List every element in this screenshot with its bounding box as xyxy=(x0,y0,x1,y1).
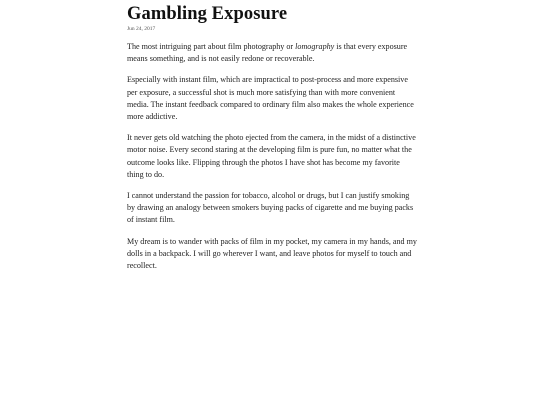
paragraph-1-text-before: The most intriguing part about film photography or xyxy=(127,42,296,51)
paragraph-1-emphasis: lomography xyxy=(295,42,335,51)
paragraph-1 xyxy=(127,41,417,65)
paragraph-2: Especially with instant film, which are impractical to post-process and more expensive per exposure, a successful shot is much more satisfying than with more convenient media. The instant feedback compared to ordinary film also makes the whole experience more addictive. xyxy=(127,75,414,122)
post-title: Gambling Exposure xyxy=(127,4,288,24)
paragraph-4: I cannot understand the passion for tobacco, alcohol or drugs, but I can justify smoking by drawing an analogy between smokers buying packs of cigarette and me buying packs of instant film. xyxy=(127,191,414,225)
post-date: Jun 24, 2017 xyxy=(127,26,156,32)
paragraph-5: My dream is to wander with packs of film in my pocket, my camera in my hands, and my dolls in a backpack. I will go wherever I want, and leave photos for myself to touch and recollect. xyxy=(127,236,417,271)
paragraph-3: It never gets old watching the photo ejected from the camera, in the midst of a distinctive motor noise. Every second staring at the developing film is pure fun, no matter what the outcome looks like. Flipping through the photos I have shot has become my favorite thing to do. xyxy=(127,133,416,179)
paragraph-1-text-after: is that every exposure means something, and is not easily redone or recoverable. xyxy=(127,42,408,64)
blog-post xyxy=(127,4,417,272)
